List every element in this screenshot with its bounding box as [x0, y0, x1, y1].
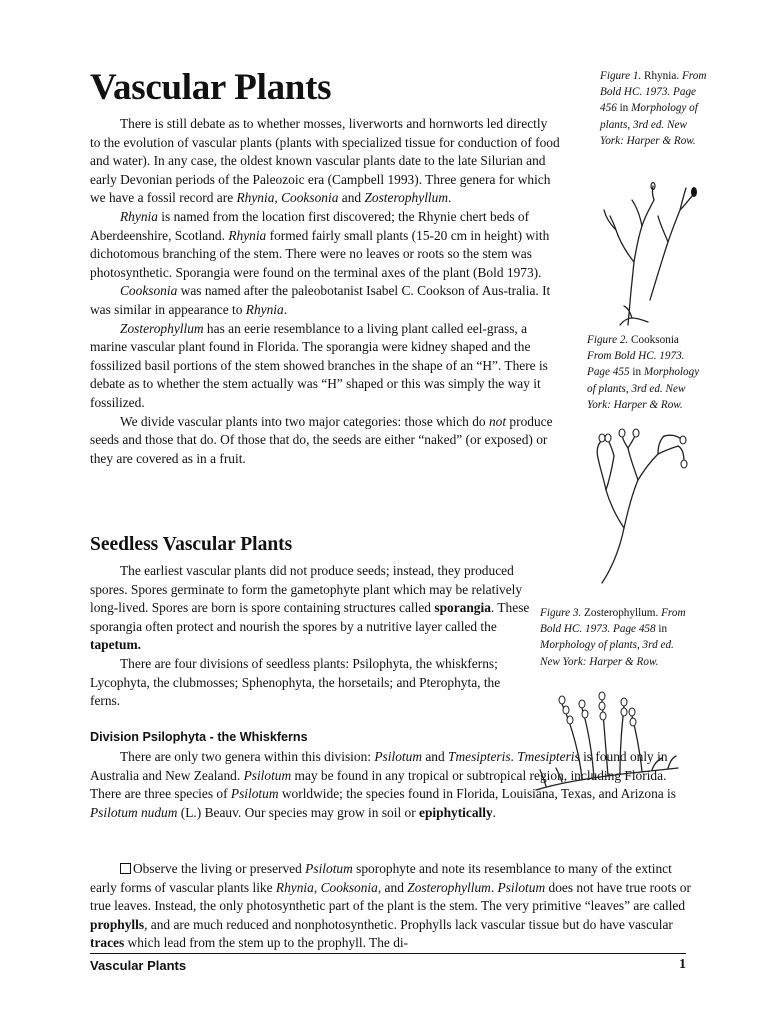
psilophyta-section-top	[90, 748, 676, 822]
intro-paragraph-cooksonia: Cooksonia was named after the paleobotanist Isabel C. Cookson of Aus-tralia. It was similar in appearance to Rhynia.	[90, 283, 551, 317]
intro-paragraph-zosterophyllum: Zosterophyllum has an eerie resemblance to a living plant called eel-grass, a marine vascular plant found in Florida. The sporangia were kidney shaped and the fossilized basil portions of the stem showed branches in the shape of an “H”. There is debate as to whether the stem actually was “H” shaped or this was simply the way it fossilized.	[90, 320, 548, 410]
seedless-paragraph-1: The earliest vascular plants did not produce seeds; instead, they produced spores. Spores germinate to form the gametophyte plant which may be relatively long-lived. Spores are born is spore containing structures called sporangia. These sporangia often protect and nourish the spores by a nutritive layer called the tapetum.	[90, 563, 530, 653]
intro-paragraph-rhynia: Rhynia is named from the location first discovered; the Rhynie chert beds of Aberdeenshire, Scotland. Rhynia formed fairly small plants (15-20 cm in height) with dichotomous branching of the stem. There were no leaves or roots so the stem was photosynthetic. Sporangia were found on the terminal axes of the plant (Bold 1973).	[90, 208, 550, 280]
seedless-heading: Seedless Vascular Plants	[90, 534, 293, 555]
zosterophyllum-stem	[562, 704, 582, 780]
page-number: 1	[679, 957, 686, 972]
intro-section	[90, 115, 560, 468]
intro-paragraph-categories: We divide vascular plants into two major categories: those which do not produce seeds and those that do. Of those that do, the seeds are either “naked” (or exposed) or they are covered as in a fruit.	[90, 413, 553, 466]
rhynia-main-stem	[628, 226, 642, 325]
intro-paragraph-1: There is still debate as to whether mosses, liverworts and hornworts led directly to the evolution of vascular plants (plants with specialized tissue for conduction of food and water). In any case, the oldest known vascular plants date to the late Silurian and early Devonian periods of the Paleozoic era (Campbell 1993). Three genera for which we have a fossil record are Rhynia, Cooksonia and Zosterophyllum.	[90, 116, 560, 206]
figure-3-caption: Figure 3. Zosterophyllum. From Bold HC. 1973. Page 458 in Morphology of plants, 3rd ed. New York: Harper & Row.	[540, 607, 686, 668]
figure-1-caption: Figure 1. Rhynia. From Bold HC. 1973. Page 456 in Morphology of plants, 3rd ed. New York: Harper & Row.	[600, 70, 707, 147]
sporangium-mark	[691, 187, 697, 197]
seedless-section	[90, 562, 530, 711]
footer-rule	[90, 953, 686, 954]
cooksonia-drawing	[588, 428, 698, 588]
psilophyta-paragraph-1: There are only two genera within this division: Psilotum and Tmesipteris. Tmesipteris is found only in Australia and New Zealand. Psilotum may be found in any tropical or subtropical region, including Florida. There are three species of Psilotum worldwide; the species found in Florida, Louisiana, Texas, and Arizona is Psilotum nudum (L.) Beauv. Our species may grow in soil or epiphytically.	[90, 749, 676, 820]
figure-2-caption: Figure 2. Cooksonia From Bold HC. 1973. Page 455 in Morphology of plants, 3rd ed. New York: Harper & Row.	[587, 334, 700, 411]
page-title: Vascular Plants	[90, 67, 332, 108]
zosterophyllum-drawing	[532, 686, 682, 796]
psilophyta-section-observe	[90, 860, 696, 953]
checkbox-icon[interactable]	[120, 863, 131, 874]
footer-label: Vascular Plants	[90, 958, 187, 973]
rhynia-drawing	[590, 180, 710, 330]
observe-paragraph: Observe the living or preserved Psilotum sporophyte and note its resemblance to many of the extinct early forms of vascular plants like Rhynia, Cooksonia, and Zosterophyllum. Psilotum does not have true roots or true leaves. Instead, the only photosynthetic part of the plant is the stem. The very primitive “leaves” are called prophylls, and are much reduced and nonphotosynthetic. Prophylls lack vascular tissue but do have vascular traces which lead from the stem up to the prophyll. The di-	[90, 861, 691, 951]
psilophyta-heading: Division Psilophyta - the Whiskferns	[90, 730, 308, 744]
seedless-paragraph-2: There are four divisions of seedless plants: Psilophyta, the whiskferns; Lycophyta, the clubmosses; Sphenophyta, the horsetails; and Pterophyta, the ferns.	[90, 655, 501, 709]
